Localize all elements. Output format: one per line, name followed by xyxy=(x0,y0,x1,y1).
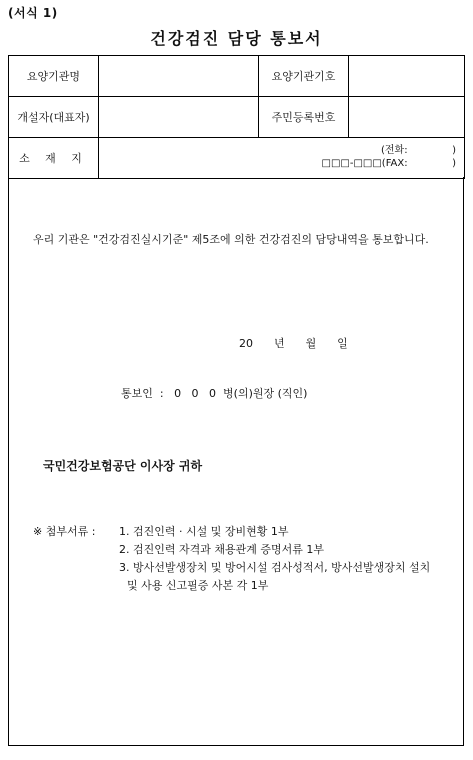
fax-text: □□□-□□□(FAX: ) xyxy=(321,158,456,169)
date-line: 20 년 월 일 xyxy=(239,337,348,350)
attachment-item-1: 1. 검진인력 · 시설 및 장비현황 1부 xyxy=(119,525,289,538)
attachment-item-3-continued: 및 사용 신고필증 사본 각 1부 xyxy=(127,579,269,592)
attachment-item-2: 2. 검진인력 자격과 채용관계 증명서류 1부 xyxy=(119,543,324,556)
institution-code-label: 요양기관기호 xyxy=(259,56,349,97)
phone-text: (전화: ) xyxy=(381,145,456,156)
document-body xyxy=(8,177,464,746)
info-row-institution xyxy=(9,56,465,97)
info-table xyxy=(8,55,465,179)
founder-field[interactable] xyxy=(99,97,259,138)
info-row-address xyxy=(9,138,465,179)
sender-line: 통보인 : 0 0 0 병(의)원장 (직인) xyxy=(121,387,308,400)
document-title: 건강검진 담당 통보서 xyxy=(150,29,323,48)
attachments-label: ※ 첨부서류 : xyxy=(33,525,96,538)
institution-name-label: 요양기관명 xyxy=(9,56,99,97)
address-label: 소 재 지 xyxy=(9,138,99,179)
institution-name-field[interactable] xyxy=(99,56,259,97)
form-number: (서식 1) xyxy=(8,6,58,20)
attachment-item-3: 3. 방사선발생장치 및 방어시설 검사성적서, 방사선발생장치 설치 xyxy=(119,561,431,574)
recipient: 국민건강보험공단 이사장 귀하 xyxy=(43,459,203,473)
info-row-founder xyxy=(9,97,465,138)
address-field[interactable] xyxy=(99,138,465,179)
notice-text: 우리 기관은 "건강검진실시기준" 제5조에 의한 건강검진의 담당내역을 통보합니다. xyxy=(33,233,429,246)
resident-number-label: 주민등록번호 xyxy=(259,97,349,138)
resident-number-field[interactable] xyxy=(349,97,465,138)
founder-label: 개설자(대표자) xyxy=(9,97,99,138)
institution-code-field[interactable] xyxy=(349,56,465,97)
